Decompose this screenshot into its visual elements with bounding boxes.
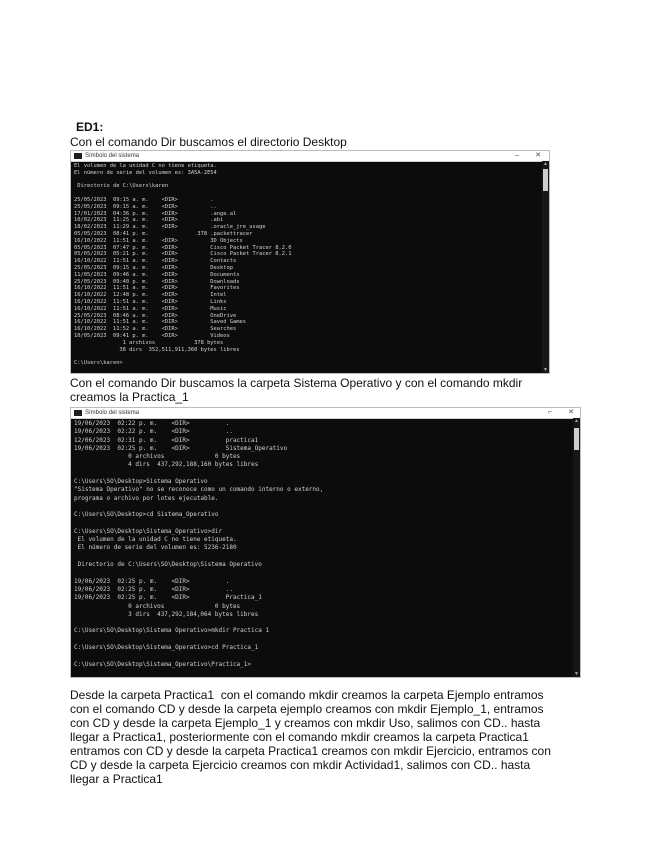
terminal-line: 3 dirs 437,292,184,064 bytes libres	[74, 610, 259, 618]
terminal-line: 05/05/2023 05:21 p. m. <DIR> Cisco Packet Tracer 8.2.1	[74, 251, 292, 258]
terminal-line	[74, 619, 570, 627]
terminal-line: 05/05/2023 07:47 p. m. <DIR> Cisco Packet Tracer 8.2.0	[74, 244, 292, 251]
terminal-line: El volumen de la unidad C no tiene etiqueta.	[74, 163, 217, 169]
terminal-line: 38 dirs 352,511,911,360 bytes libres	[74, 346, 240, 353]
terminal-line: 16/10/2022 11:51 a. m. <DIR> Links	[74, 298, 227, 305]
terminal-line: C:\Users\karen>	[74, 360, 123, 367]
terminal-line: 17/01/2023 04:36 p. m. <DIR> .ange.al	[74, 210, 237, 217]
paragraph-instructions: Desde la carpeta Practica1 con el comando mkdir creamos la carpeta Ejemplo entramos con el comando CD y desde la carpeta ejemplo creamos con mkdir Ejemplo_1, entramos con CD y desde la carpeta Ejemplo_1 y creamos con mkdir Uso, salimos con CD.. hasta llegar a Practica1, posteriormente con el comando mkdir creamos la carpeta Practica1 entramos con CD y desde la carpeta Practica1 creamos con mkdir Ejercicio, entramos con CD y desde la carpeta Ejercicio creamos con mkdir Actividad1, salimos con CD.. hasta llegar a Practica1	[70, 688, 551, 786]
terminal-line: Directorio de C:\Users\karen	[74, 183, 169, 190]
terminal-line: C:\Users\SO\Desktop\Sistema_Operativo\Practica_1>	[74, 660, 252, 668]
scroll-down-icon[interactable]: ▼	[574, 671, 579, 677]
terminal-line: 0 archivos 0 bytes	[74, 602, 241, 610]
terminal-line: 05/05/2023 08:41 p. m. 378 .packettracer	[74, 230, 253, 237]
terminal-line: C:\Users\SO\Desktop>Sistema Operativo	[74, 478, 208, 486]
terminal-title: Símbolo del sistema	[85, 153, 140, 159]
terminal-line: 4 dirs 437,292,188,160 bytes libres	[74, 461, 259, 469]
terminal-line: 16/10/2022 12:48 p. m. <DIR> Intel	[74, 292, 227, 299]
terminal-line: El número de serie del volumen es: 5236-2180	[74, 544, 237, 552]
scrollbar[interactable]	[573, 418, 580, 677]
close-icon[interactable]: ✕	[568, 409, 574, 416]
terminal-line	[74, 569, 570, 577]
terminal-line: 16/10/2022 11:51 a. m. <DIR> 3D Objects	[74, 237, 243, 244]
terminal-window-1[interactable]	[70, 150, 550, 374]
maximize-icon[interactable]: ⌐	[547, 409, 552, 416]
scroll-thumb[interactable]	[543, 169, 548, 191]
terminal-line: 18/02/2023 11:29 a. m. <DIR> .oracle_jre_usage	[74, 224, 266, 231]
terminal-line	[74, 470, 570, 478]
terminal-output[interactable]	[74, 163, 539, 369]
terminal-line: C:\Users\SO\Desktop\Sistema Operativo>mkdir Practica 1	[74, 627, 270, 635]
scrollbar[interactable]	[542, 161, 549, 373]
terminal-line: 16/10/2022 11:51 a. m. <DIR> Saved Games	[74, 319, 247, 326]
terminal-line: El número de serie del volumen es: 3A5A-2E54	[74, 169, 217, 176]
terminal-line: 19/06/2023 02:25 p. m. <DIR> .	[74, 577, 230, 585]
terminal-line: 16/10/2022 11:51 a. m. <DIR> Contacts	[74, 258, 237, 265]
terminal-line: C:\Users\SO\Desktop>cd Sistema_Operativo	[74, 511, 219, 519]
terminal-line: 16/10/2022 11:51 a. m. <DIR> Music	[74, 305, 227, 312]
terminal-line: 16/10/2022 11:51 a. m. <DIR> Favorites	[74, 285, 240, 292]
terminal-line: 25/05/2023 09:15 a. m. <DIR> .	[74, 196, 214, 203]
terminal-line: 10/02/2023 11:25 a. m. <DIR> .abi	[74, 217, 224, 224]
cmd-icon	[74, 410, 82, 416]
terminal-line	[74, 636, 570, 644]
terminal-line: 19/06/2023 02:25 p. m. <DIR> ..	[74, 585, 233, 593]
terminal-line	[74, 190, 539, 197]
terminal-line: programa o archivo por lotes ejecutable.	[74, 494, 219, 502]
terminal-line: C:\Users\SO\Desktop\Sistema_Operativo>dir	[74, 527, 223, 535]
terminal-line: 19/06/2023 02:25 p. m. <DIR> Sistema_Operativo	[74, 444, 288, 452]
terminal-line: 12/06/2023 02:31 p. m. <DIR> practica1	[74, 436, 259, 444]
paragraph-desktop-intro: Con el comando Dir buscamos el directorio Desktop	[70, 135, 347, 149]
scroll-thumb[interactable]	[574, 428, 579, 450]
terminal-line: 0 archivos 0 bytes	[74, 453, 241, 461]
terminal-line	[74, 503, 570, 511]
cmd-icon	[74, 153, 82, 159]
terminal-titlebar[interactable]	[71, 151, 549, 162]
terminal-line: El volumen de la unidad C no tiene etiqueta.	[74, 536, 237, 544]
terminal-line: C:\Users\SO\Desktop\Sistema_Operativo>cd Practica_1	[74, 644, 259, 652]
scroll-up-icon[interactable]: ▲	[543, 161, 548, 167]
terminal-line: 25/05/2023 09:15 a. m. <DIR> Desktop	[74, 264, 234, 271]
terminal-line	[74, 553, 570, 561]
terminal-output[interactable]	[74, 420, 570, 673]
terminal-line: Directorio de C:\Users\SO\Desktop\Sistema Operativo	[74, 561, 262, 569]
terminal-line	[74, 652, 570, 660]
scroll-down-icon[interactable]: ▼	[543, 367, 548, 373]
terminal-line: 16/10/2022 11:52 a. m. <DIR> Searches	[74, 326, 237, 333]
minimize-icon[interactable]: –	[515, 152, 519, 159]
terminal-line: 1 archivos 378 bytes	[74, 339, 224, 346]
terminal-line: 19/06/2023 02:25 p. m. <DIR> Practica_1	[74, 594, 262, 602]
terminal-line: 19/06/2023 02:22 p. m. <DIR> .	[74, 420, 230, 427]
terminal-line: 25/05/2023 09:40 p. m. <DIR> Downloads	[74, 278, 240, 285]
terminal-line: 19/06/2023 02:22 p. m. <DIR> ..	[74, 428, 233, 436]
terminal-line: "Sistema Operativo" no se reconoce como un comando interno o externo,	[74, 486, 324, 494]
scroll-up-icon[interactable]: ▲	[574, 418, 579, 424]
terminal-window-2[interactable]	[70, 407, 581, 678]
terminal-line	[74, 353, 539, 360]
terminal-line	[74, 177, 539, 184]
terminal-line: 11/05/2023 09:46 a. m. <DIR> Documents	[74, 271, 240, 278]
terminal-title: Símbolo del sistema	[85, 410, 140, 416]
terminal-line: 25/05/2023 08:46 a. m. <DIR> OneDrive	[74, 312, 237, 319]
section-heading: ED1:	[76, 120, 104, 134]
terminal-titlebar[interactable]	[71, 408, 580, 419]
close-icon[interactable]: ✕	[535, 152, 541, 159]
terminal-line: 25/05/2023 09:15 a. m. <DIR> ..	[74, 203, 217, 210]
paragraph-mkdir-practica: Con el comando Dir buscamos la carpeta Sistema Operativo y con el comando mkdir creamos la Practica_1	[70, 376, 523, 404]
terminal-line: 10/05/2023 09:41 p. m. <DIR> Videos	[74, 332, 230, 339]
terminal-line	[74, 520, 570, 528]
